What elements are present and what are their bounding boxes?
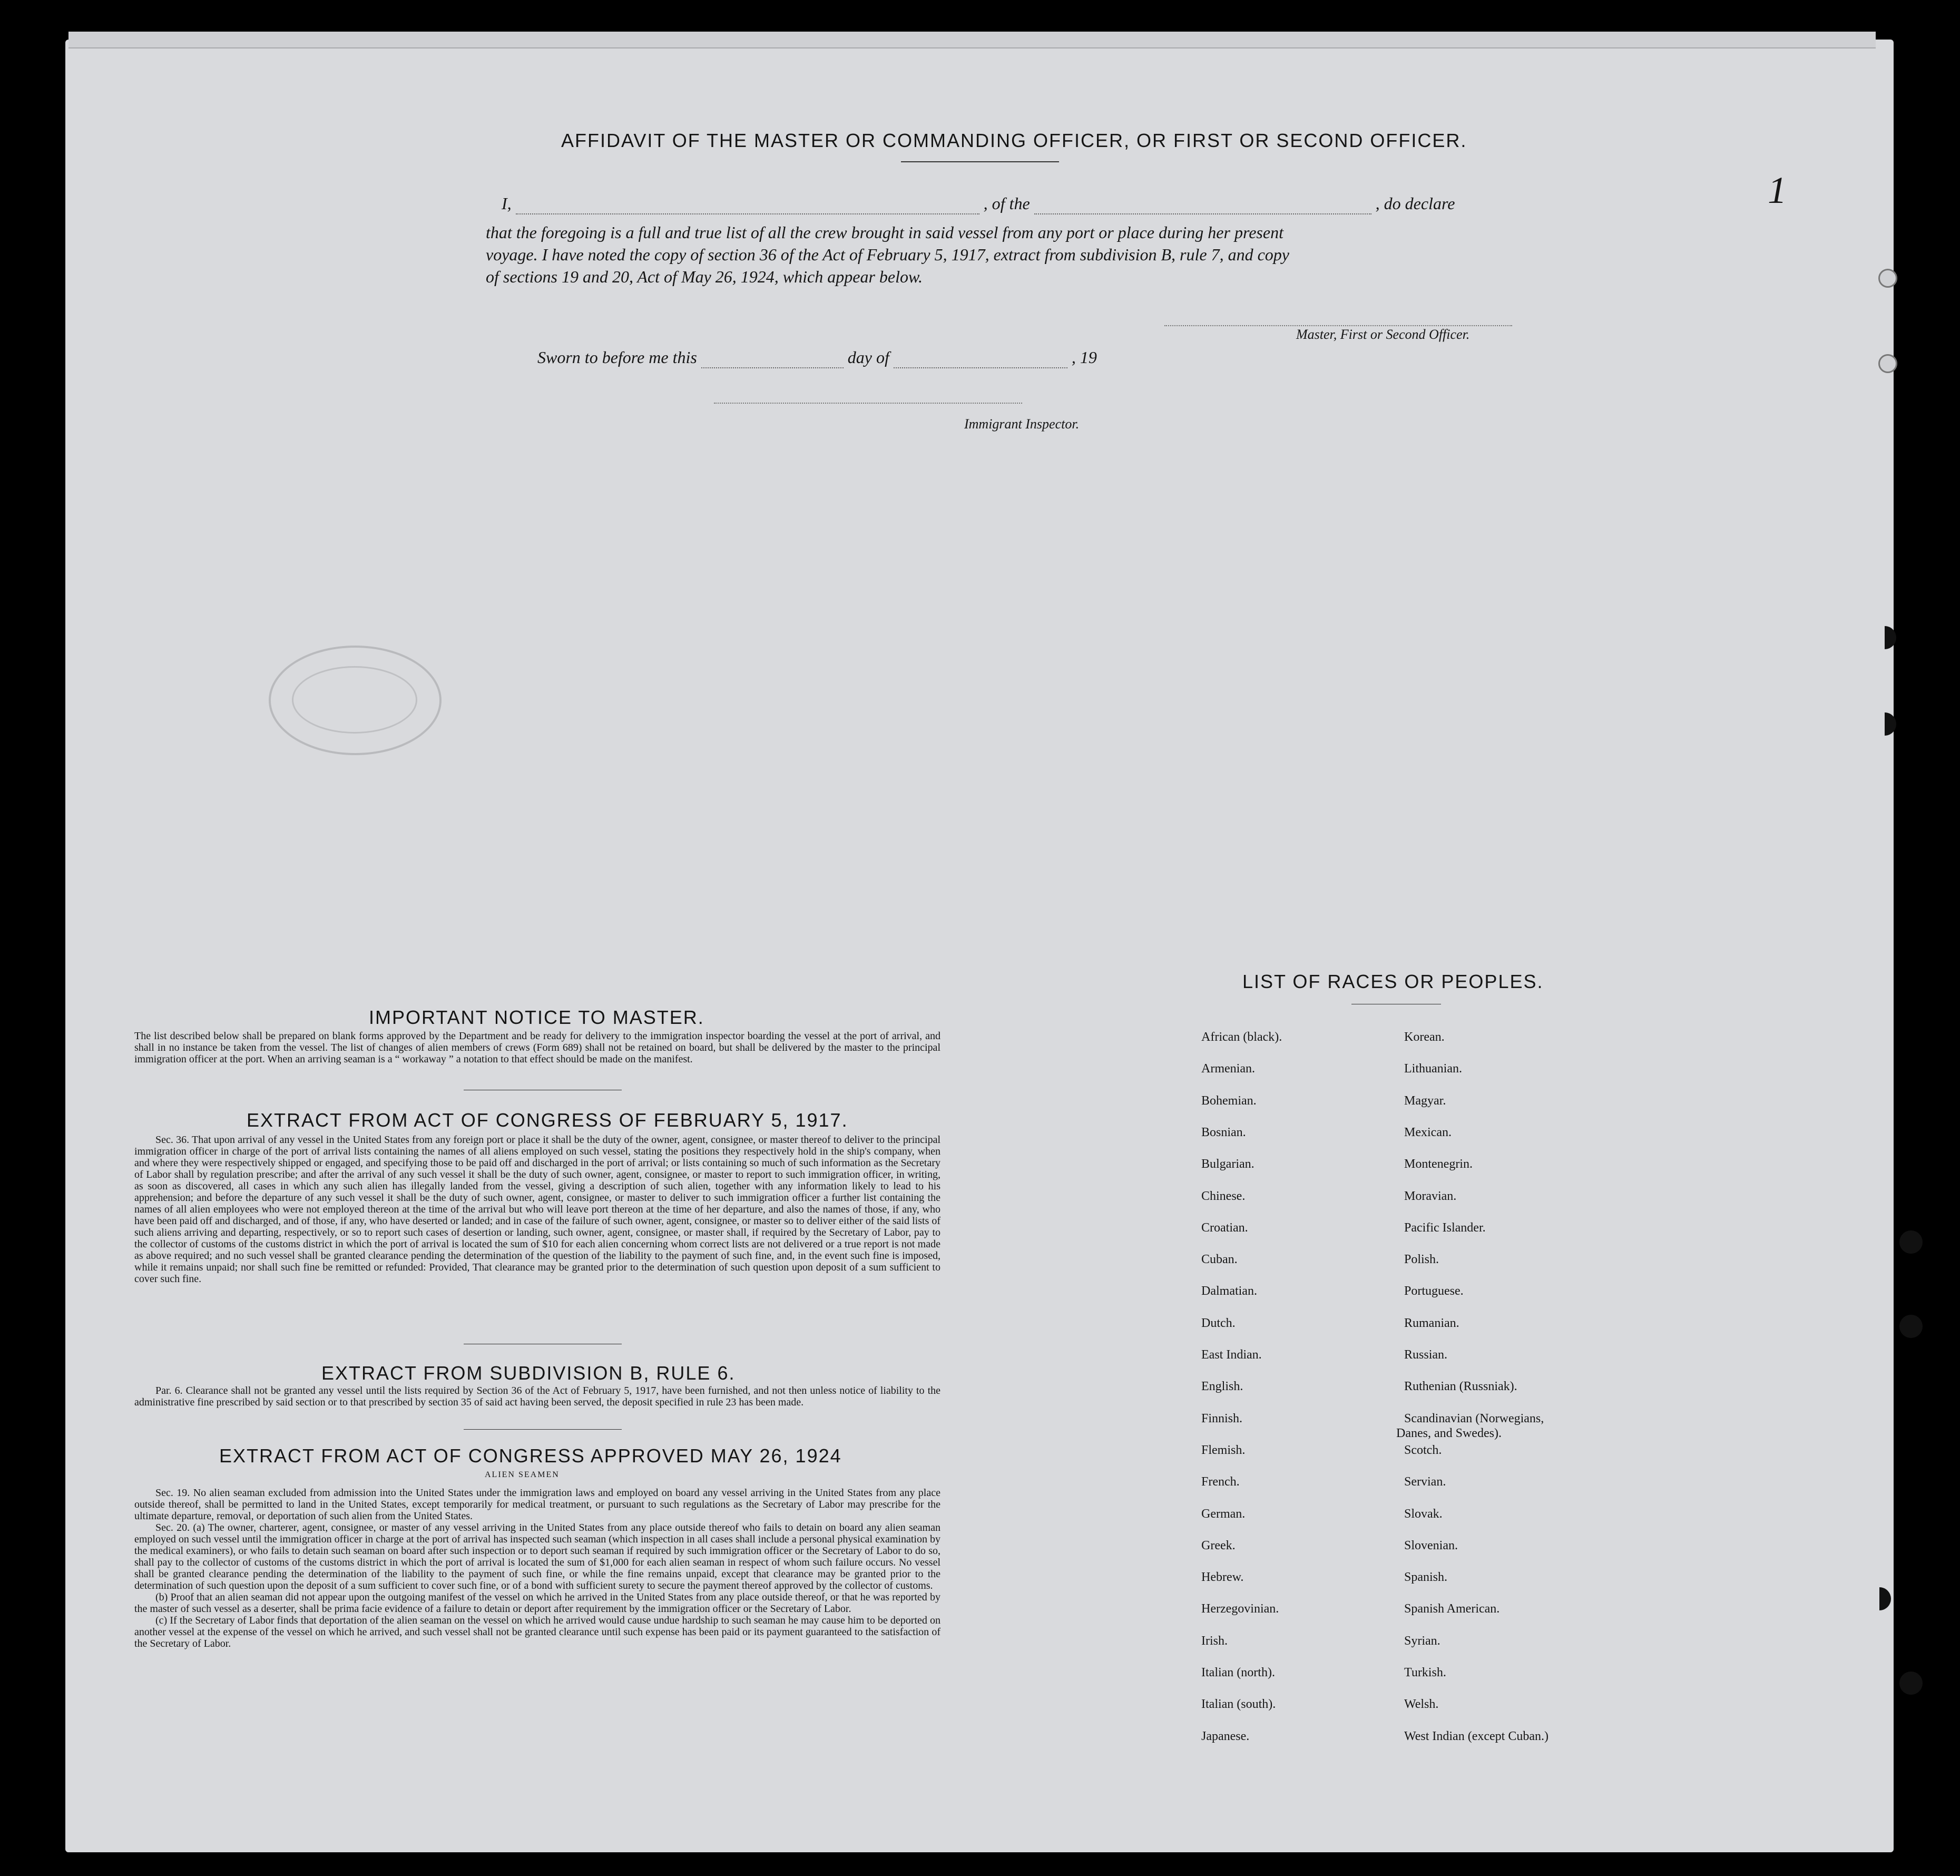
race-item: Cuban. <box>1201 1253 1238 1267</box>
race-item: Lithuanian. <box>1404 1062 1462 1076</box>
master-signature-line[interactable] <box>1164 324 1512 326</box>
race-item: Scotch. <box>1404 1443 1442 1457</box>
inspector-signature-line[interactable] <box>714 402 1022 404</box>
race-item: Spanish. <box>1404 1570 1448 1585</box>
race-item: Bohemian. <box>1201 1093 1257 1108</box>
race-item: Portuguese. <box>1404 1284 1464 1298</box>
declaration-body-line: of sections 19 and 20, Act of May 26, 1924, which appear below. <box>486 267 923 286</box>
extract-1917-title: EXTRACT FROM ACT OF CONGRESS OF FEBRUARY 5, 1917. <box>247 1109 848 1131</box>
race-item: Herzegovinian. <box>1201 1602 1279 1616</box>
label-day-of: day of <box>847 348 889 367</box>
race-item: Hebrew. <box>1201 1570 1244 1585</box>
race-item: Syrian. <box>1404 1634 1440 1648</box>
notice-text: The list described below shall be prepared on blank forms approved by the Department and be ready for delivery to the immigration inspector boarding the vessel at the port of arrival, and shall in no instance be taken from the vessel. The list of changes of alien members of crews (Form 689) shall not be retained on board, but shall be delivered by the master to the principal immigration officer at the port. When an arriving seaman is a “ workaway ” a notation to that effect should be made on the manifest. <box>134 1030 940 1065</box>
race-item: Magyar. <box>1404 1093 1446 1108</box>
race-item: Bulgarian. <box>1201 1157 1255 1171</box>
sec20b-text: (b) Proof that an alien seaman did not appear upon the outgoing manifest of the vessel on which he arrived in the United States from any place outside thereof, or that he was reported by the master of such vessel as a deserter, shall be prima facie evidence of a failure to detain or deport after requirement by the immigration officer or the Secretary of Labor. <box>134 1591 940 1615</box>
race-item: Russian. <box>1404 1348 1448 1362</box>
punch-hole <box>1878 354 1897 373</box>
punch-hole <box>1899 1672 1923 1695</box>
race-item: African (black). <box>1201 1030 1282 1044</box>
declaration-body-line: voyage. I have noted the copy of section 36 of the Act of February 5, 1917, extract from subdivision B, rule 7, and copy <box>486 245 1289 264</box>
punch-hole <box>1899 1315 1923 1338</box>
notice-title: IMPORTANT NOTICE TO MASTER. <box>369 1007 704 1028</box>
punch-hole <box>1873 626 1896 649</box>
punch-hole <box>1873 712 1896 736</box>
race-item: Flemish. <box>1201 1443 1246 1457</box>
race-item: Dalmatian. <box>1201 1284 1257 1298</box>
race-item: Chinese. <box>1201 1189 1246 1203</box>
race-item: English. <box>1201 1380 1243 1394</box>
race-item: Japanese. <box>1201 1729 1250 1743</box>
race-item: Greek. <box>1201 1538 1236 1552</box>
sec20a-text: Sec. 20. (a) The owner, charterer, agent, consignee, or master of any vessel arriving in the United States from any place outside thereof who fails to detain on board any alien seaman employed on such vessel until the immigration officer in charge at the port of arrival has inspected such seaman (which inspection in all cases shall include a personal physical examination by the medical examiners), or who fails to detain such seaman on board after such inspection or to deport such seaman if required by such immigration officer or the Secretary of Labor to do so, shall pay to the collector of customs of the customs district in which the port of arrival is located the sum of $1,000 for each alien seaman in respect of whom such failure occurs. No vessel shall be granted clearance pending the determination of the liability to the payment of such fine, or while the fine remains unpaid, except that clearance may be granted prior to the determination of such question upon the deposit of a sum sufficient to cover such fine, or of a bond with sufficient surety to secure the payment thereof approved by the collector of customs. <box>134 1522 940 1591</box>
sworn-line <box>537 348 1222 368</box>
inspector-signature-label: Immigrant Inspector. <box>964 416 1080 432</box>
punch-hole <box>1868 1587 1891 1610</box>
label-i: I, <box>502 194 512 213</box>
race-item: Slovak. <box>1404 1507 1443 1521</box>
race-item: Italian (north). <box>1201 1666 1275 1679</box>
label-year: , 19 <box>1071 348 1097 367</box>
race-item: German. <box>1201 1507 1246 1521</box>
race-item: Servian. <box>1404 1475 1446 1489</box>
title-rule <box>901 161 1059 162</box>
extract-1924-title: EXTRACT FROM ACT OF CONGRESS APPROVED MAY 26, 1924 <box>219 1445 842 1467</box>
extract-1924-text <box>134 1487 940 1649</box>
label-sworn: Sworn to before me this <box>537 348 697 367</box>
race-item: Finnish. <box>1201 1411 1243 1425</box>
punch-hole <box>1899 1230 1923 1254</box>
race-item: Danes, and Swedes). <box>1396 1426 1502 1440</box>
master-signature-label: Master, First or Second Officer. <box>1296 327 1470 342</box>
sworn-day-field[interactable] <box>701 348 844 368</box>
race-item: Mexican. <box>1404 1125 1452 1139</box>
race-item: West Indian (except Cuban.) <box>1404 1729 1549 1743</box>
race-item: Moravian. <box>1404 1189 1457 1203</box>
declaration-body <box>486 221 1534 288</box>
race-item: Slovenian. <box>1404 1538 1458 1552</box>
race-item: Scandinavian (Norwegians, <box>1404 1411 1544 1425</box>
extract-1917-text: Sec. 36. That upon arrival of any vessel in the United States from any foreign port or place it shall be the duty of the owner, agent, consignee, or master thereof to deliver to the principal immigration officer in charge of the port of arrival lists containing the names of all aliens employed on such vessel, stating the positions they respectively hold in the ship's company, when and where they were respectively shipped or engaged, and specifying those to be paid off and discharged in the port of arrival; or lists containing so much of such information as the Secretary of Labor shall by regulation prescribe; and after the arrival of any such vessel it shall be the duty of such owner, agent, consignee, or master to report to such immigration officer, in writing, as soon as discovered, all cases in which any such alien has illegally landed from the vessel, giving a description of such alien, together with any information likely to lead to his apprehension; and before the departure of any such vessel it shall be the duty of such owner, agent, consignee, or master to deliver to such immigration officer a further list containing the names of all alien employees who were not employed thereon at the time of the arrival but who will leave port thereon at the time of her departure, and also the names of those, if any, who have been paid off and discharged, and of those, if any, who have deserted or landed; and in case of the failure of such owner, agent, consignee, or master so to deliver either of the said lists of such aliens arriving and departing, respectively, or so to report such cases of desertion or landing, such owner, agent, consignee, or master shall, if required by the Secretary of Labor, pay to the collector of customs of the customs district in which the port of arrival is located the sum of $10 for each alien concerning whom correct lists are not delivered or a true report is not made as above required; and no such vessel shall be granted clearance pending the determination of the question of the liability to the payment of such fine, and, in the event such fine is imposed, while it remains unpaid; nor shall such fine be remitted or refunded: Provided, That clearance may be granted prior to the determination of such question upon deposit of a sum sufficient to cover such fine. <box>134 1134 940 1285</box>
label-of-the: , of the <box>983 194 1030 213</box>
race-item: French. <box>1201 1475 1240 1489</box>
declaration-body-line: that the foregoing is a full and true list of all the crew brought in said vessel from any port or place during her present <box>486 223 1283 242</box>
page-number: 1 <box>1768 169 1787 211</box>
race-item: Ruthenian (Russniak). <box>1404 1380 1517 1394</box>
race-item: Welsh. <box>1404 1697 1439 1712</box>
race-item: East Indian. <box>1201 1348 1262 1362</box>
race-item: Turkish. <box>1404 1666 1446 1679</box>
race-item: Italian (south). <box>1201 1697 1276 1712</box>
extract-rule6-title: EXTRACT FROM SUBDIVISION B, RULE 6. <box>321 1362 736 1384</box>
race-item: Spanish American. <box>1404 1602 1500 1616</box>
sworn-month-field[interactable] <box>894 348 1067 368</box>
race-item: Irish. <box>1201 1634 1228 1648</box>
race-item: Polish. <box>1404 1253 1439 1267</box>
section-rule <box>464 1429 622 1430</box>
race-item: Korean. <box>1404 1030 1445 1044</box>
officer-name-field[interactable] <box>516 194 979 214</box>
race-item: Croatian. <box>1201 1220 1248 1235</box>
declaration-line <box>502 194 1529 214</box>
race-item: Bosnian. <box>1201 1125 1246 1139</box>
vessel-name-field[interactable] <box>1034 194 1371 214</box>
races-title: LIST OF RACES OR PEOPLES. <box>1242 971 1544 992</box>
race-item: Rumanian. <box>1404 1316 1459 1330</box>
race-item: Armenian. <box>1201 1062 1255 1076</box>
extract-1924-subtitle: ALIEN SEAMEN <box>485 1470 560 1479</box>
label-do-declare: , do declare <box>1375 194 1455 213</box>
punch-hole <box>1878 269 1897 288</box>
faint-stamp <box>269 646 442 755</box>
sec20c-text: (c) If the Secretary of Labor finds that deportation of the alien seaman on the vessel on which he arrived would cause undue hardship to such seaman he may cause him to be deported on another vessel at the expense of the vessel on which he arrived, and such vessel shall not be granted clearance until such expense has been paid or its payment guaranteed to the satisfaction of the Secretary of Labor. <box>134 1615 940 1649</box>
race-item: Pacific Islander. <box>1404 1220 1486 1235</box>
race-item: Montenegrin. <box>1404 1157 1473 1171</box>
extract-rule6-text: Par. 6. Clearance shall not be granted any vessel until the lists required by Section 36 of the Act of February 5, 1917, have been furnished, and not then unless notice of liability to the administrative fine prescribed by said section or to that prescribed by section 35 of said act having been served, the deposit specified in rule 23 has been made. <box>134 1385 940 1408</box>
sheet-edge <box>68 32 1876 48</box>
sec19-text: Sec. 19. No alien seaman excluded from admission into the United States under the immigration laws and employed on board any vessel arriving in the United States from any place outside thereof, shall be permitted to land in the United States, except temporarily for medical treatment, or pursuant to such regulations as the Secretary of Labor may prescribe for the ultimate departure, removal, or deportation of such alien from the United States. <box>134 1487 940 1522</box>
race-item: Dutch. <box>1201 1316 1236 1330</box>
